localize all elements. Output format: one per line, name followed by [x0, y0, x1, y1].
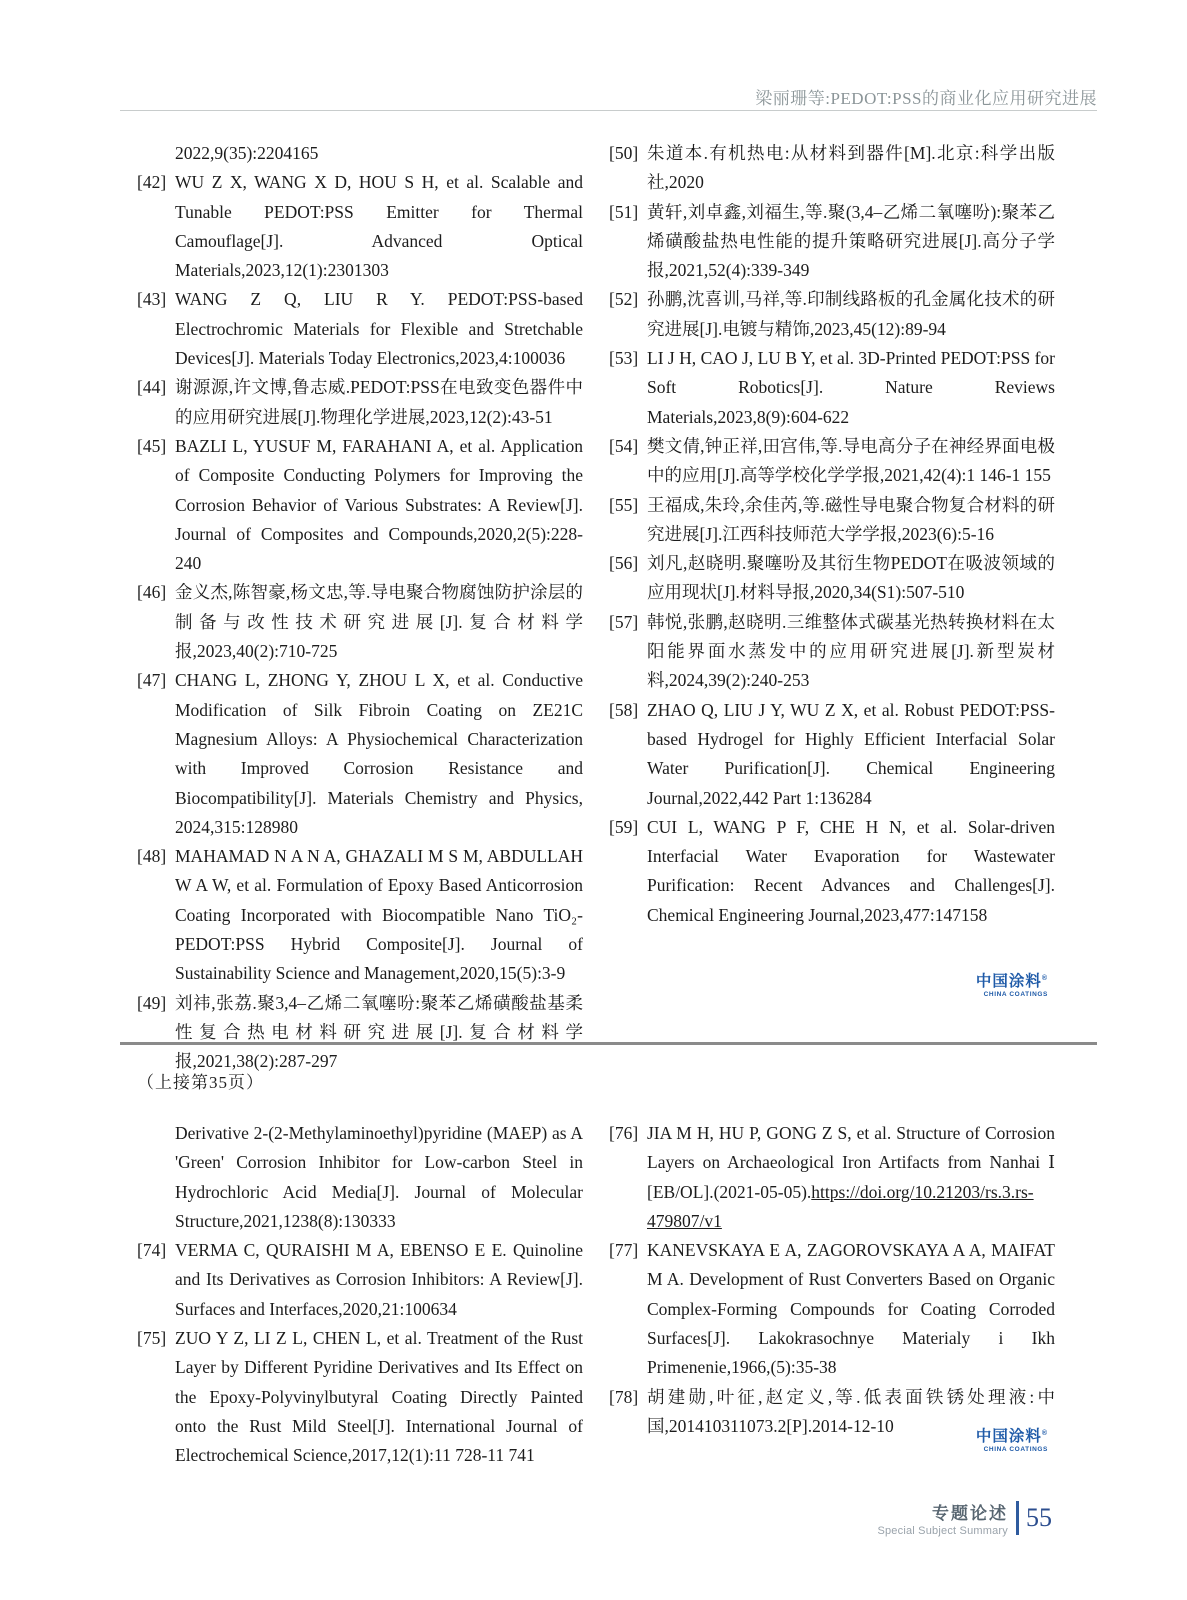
reference-number: [50]	[609, 143, 639, 163]
footer-section-labels	[877, 1499, 1008, 1537]
footer-section-title-en: Special Subject Summary	[877, 1525, 1008, 1537]
reference-text: 刘祎,张荔.聚3,4–乙烯二氧噻吩:聚苯乙烯磺酸盐基柔性复合热电材料研究进展[J].复合材料学报,2021,38(2):287-297	[175, 992, 583, 1072]
reference-entry	[609, 1119, 1055, 1236]
reference-entry	[609, 696, 1055, 813]
references-section-top	[137, 139, 1055, 1077]
reference-text: 黄轩,刘卓鑫,刘福生,等.聚(3,4–乙烯二氧噻吩):聚苯乙烯磺酸盐热电性能的提升策略研究进展[J].高分子学报,2021,52(4):339-349	[647, 201, 1055, 281]
reference-entry	[609, 432, 1055, 491]
reference-entry	[137, 989, 583, 1077]
reference-entry	[609, 491, 1055, 550]
reference-text: 谢源源,许文博,鲁志威.PEDOT:PSS在电致变色器件中的应用研究进展[J].物理化学进展,2023,12(2):43-51	[175, 377, 583, 427]
reference-number: [44]	[137, 377, 167, 398]
reference-number: [53]	[609, 348, 639, 369]
reference-number: [42]	[137, 172, 167, 193]
reference-entry	[609, 608, 1055, 696]
reference-number: [56]	[609, 553, 639, 574]
running-head-title: 梁丽珊等:PEDOT:PSS的商业化应用研究进展	[755, 89, 1097, 108]
logo-cn-text: 中国涂料®	[975, 1428, 1048, 1445]
page-number: 55	[1026, 1503, 1052, 1532]
references-column-right	[609, 139, 1055, 1077]
reference-text: MAHAMAD N A N A, GHAZALI M S M, ABDULLAH W A W, et al. Formulation of Epoxy Based Anticorrosion Coating Incorporated with Biocompatible Nano TiO₂-PEDOT:PSS Hybrid Composite[J]. Journal of Sustainability Science and Management,2020,15(5):3-9	[175, 846, 583, 984]
reference-entry	[609, 344, 1055, 432]
reference-text: WU Z X, WANG X D, HOU S H, et al. Scalable and Tunable PEDOT:PSS Emitter for Thermal Camouflage[J]. Advanced Optical Materials,2023,12(1):2301303	[175, 172, 583, 281]
reference-number: [43]	[137, 289, 167, 310]
reference-text: 2022,9(35):2204165	[175, 143, 319, 163]
continuation-note: （上接第35页）	[137, 1073, 264, 1092]
logo-cn-text: 中国涂料®	[975, 973, 1048, 990]
reference-text: Derivative 2-(2-Methylaminoethyl)pyridine (MAEP) as A 'Green' Corrosion Inhibitor for Low-carbon Steel in Hydrochloric Acid Media[J]. Journal of Molecular Structure,2021,1238(8):130333	[175, 1123, 583, 1231]
reference-entry	[609, 813, 1055, 930]
reference-entry	[609, 1236, 1055, 1382]
reference-entry	[137, 285, 583, 373]
reference-number: [76]	[609, 1123, 639, 1143]
reference-entry	[137, 139, 583, 168]
reference-entry	[609, 285, 1055, 344]
reference-number: [46]	[137, 582, 167, 603]
reference-number: [55]	[609, 494, 639, 515]
reference-text: 韩悦,张鹏,赵晓明.三维整体式碳基光热转换材料在太阳能界面水蒸发中的应用研究进展[J].新型炭材料,2024,39(2):240-253	[647, 611, 1055, 691]
reference-entry	[137, 578, 583, 666]
references-column-left	[137, 139, 583, 1077]
reference-entry	[609, 139, 1055, 198]
reference-entry	[609, 549, 1055, 608]
reference-text: 胡建勋,叶征,赵定义,等.低表面铁锈处理液:中国,201410311073.2[P].2014-12-10	[647, 1386, 1055, 1436]
reference-text: 孙鹏,沈喜训,马祥,等.印制线路板的孔金属化技术的研究进展[J].电镀与精饰,2023,45(12):89-94	[647, 289, 1055, 339]
reference-number: [77]	[609, 1240, 639, 1261]
reference-number: [78]	[609, 1386, 639, 1407]
reference-entry	[137, 1324, 583, 1470]
logo-en-text: CHINA COATINGS	[983, 1446, 1048, 1454]
reference-entry	[137, 1119, 583, 1236]
reference-entry	[137, 842, 583, 988]
reference-entry	[137, 1236, 583, 1324]
logo-en-text: CHINA COATINGS	[983, 991, 1048, 999]
reference-number: [57]	[609, 611, 639, 632]
reference-text: CUI L, WANG P F, CHE H N, et al. Solar-driven Interfacial Water Evaporation for Wastewater Purification: Recent Advances and Challenges[J]. Chemical Engineering Journal,2023,477:147158	[647, 816, 1055, 925]
reference-entry	[137, 168, 583, 285]
reference-text: 王福成,朱玲,余佳芮,等.磁性导电聚合物复合材料的研究进展[J].江西科技师范大学学报,2023(6):5-16	[647, 494, 1055, 544]
footer-accent-bar	[1016, 1501, 1019, 1535]
reference-number: [45]	[137, 435, 167, 456]
reference-entry	[137, 373, 583, 432]
reference-number: [47]	[137, 670, 167, 691]
reference-number: [75]	[137, 1328, 167, 1349]
reference-text: ZUO Y Z, LI Z L, CHEN L, et al. Treatment of the Rust Layer by Different Pyridine Derivatives and Its Effect on the Epoxy-Polyvinylbutyral Coating Directly Painted onto the Rust Mild Steel[J]. International Journal of Electrochemical Science,2017,12(1):11 728-11 741	[175, 1328, 583, 1466]
reference-number: [52]	[609, 289, 639, 310]
registered-mark-icon: ®	[1041, 974, 1048, 982]
reference-text: BAZLI L, YUSUF M, FARAHANI A, et al. Application of Composite Conducting Polymers for Improving the Corrosion Behavior of Various Substrates: A Review[J]. Journal of Composites and Compounds,2020,2(5):228-240	[175, 435, 583, 574]
header-divider	[120, 110, 1097, 111]
references-column-left	[137, 1119, 583, 1471]
reference-number: [59]	[609, 816, 639, 837]
reference-text: KANEVSKAYA E A, ZAGOROVSKAYA A A, MAIFAT M A. Development of Rust Converters Based on Organic Complex-Forming Compounds for Coating Corroded Surfaces[J]. Lakokrasochnye Materialy i Ikh Primenenie,1966,(5):35-38	[647, 1240, 1055, 1378]
reference-text: ZHAO Q, LIU J Y, WU Z X, et al. Robust PEDOT:PSS-based Hydrogel for Highly Efficient Interfacial Solar Water Purification[J]. Chemical Engineering Journal,2022,442 Part 1:136284	[647, 699, 1055, 808]
reference-number: [74]	[137, 1240, 167, 1261]
reference-number: [54]	[609, 435, 639, 456]
reference-entry	[609, 198, 1055, 286]
page-footer	[877, 1499, 1052, 1537]
reference-text: 刘凡,赵晓明.聚噻吩及其衍生物PEDOT在吸波领域的应用现状[J].材料导报,2020,34(S1):507-510	[647, 553, 1055, 603]
reference-entry	[137, 432, 583, 578]
registered-mark-icon: ®	[1041, 1429, 1048, 1437]
reference-number: [58]	[609, 699, 639, 720]
reference-number: [51]	[609, 201, 639, 222]
footer-section-title-cn: 专题论述	[932, 1504, 1008, 1523]
reference-number: [48]	[137, 846, 167, 867]
reference-text: JIA M H, HU P, GONG Z S, et al. Structure of Corrosion Layers on Archaeological Iron Artifacts from Nanhai Ⅰ [EB/OL].(2021-05-05).https://doi.org/10.21203/rs.3.rs-479807/v1	[647, 1123, 1055, 1231]
reference-text: WANG Z Q, LIU R Y. PEDOT:PSS-based Electrochromic Materials for Flexible and Stretchable Devices[J]. Materials Today Electronics,2023,4:100036	[175, 289, 583, 369]
reference-text: CHANG L, ZHONG Y, ZHOU L X, et al. Conductive Modification of Silk Fibroin Coating on ZE21C Magnesium Alloys: A Physiochemical Characterization with Improved Corrosion Resistance and Biocompatibility[J]. Materials Chemistry and Physics, 2024,315:128980	[175, 670, 583, 837]
references-section-bottom	[137, 1119, 1055, 1471]
china-coatings-logo	[968, 1428, 1048, 1453]
china-coatings-logo	[968, 973, 1048, 998]
references-column-right	[609, 1119, 1055, 1471]
reference-number: [49]	[137, 992, 167, 1013]
reference-text: 朱道本.有机热电:从材料到器件[M].北京:科学出版社,2020	[647, 143, 1055, 193]
reference-doi-link[interactable]: https://doi.org/10.21203/rs.3.rs-479807/v1	[647, 1181, 1034, 1231]
reference-entry	[137, 666, 583, 842]
section-divider	[120, 1042, 1097, 1045]
reference-text: LI J H, CAO J, LU B Y, et al. 3D-Printed PEDOT:PSS for Soft Robotics[J]. Nature Reviews Materials,2023,8(9):604-622	[647, 348, 1055, 427]
reference-text: 樊文倩,钟正祥,田宫伟,等.导电高分子在神经界面电极中的应用[J].高等学校化学学报,2021,42(4):1 146-1 155	[647, 435, 1055, 486]
reference-text: VERMA C, QURAISHI M A, EBENSO E E. Quinoline and Its Derivatives as Corrosion Inhibitors: A Review[J]. Surfaces and Interfaces,2020,21:100634	[175, 1240, 583, 1319]
reference-text: 金义杰,陈智豪,杨文忠,等.导电聚合物腐蚀防护涂层的制备与改性技术研究进展[J].复合材料学报,2023,40(2):710-725	[175, 582, 583, 662]
